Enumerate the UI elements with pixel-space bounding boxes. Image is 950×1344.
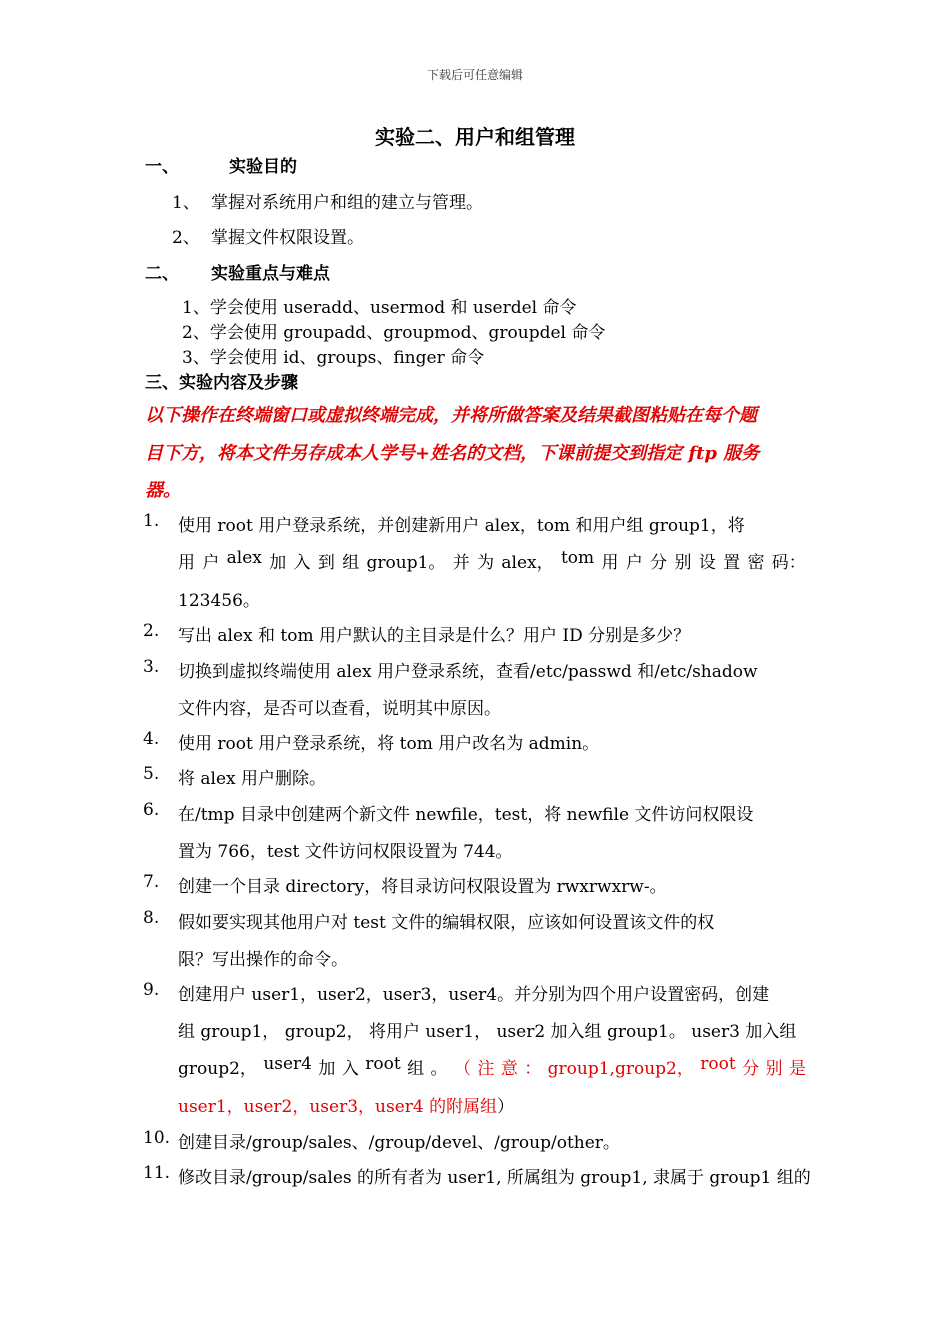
item-9-note-word: 注	[477, 1059, 495, 1079]
item-1-word: 为	[477, 553, 495, 573]
item-1-word: 别	[674, 553, 692, 573]
instruction-note-line-2: 目下方，将本文件另存成本人学号+姓名的文档，下课前提交到指定 ftp 服务	[145, 443, 760, 464]
item-5-number: 5.	[143, 764, 160, 784]
item-9-note-tail: user1，user2，user3，user4 的附属组	[178, 1097, 498, 1117]
item-1-word: 用	[601, 553, 619, 573]
item-7-number: 7.	[143, 872, 160, 892]
item-1-word: alex，	[501, 553, 554, 573]
item-6-line-2: 置为 766，test 文件访问权限设置为 744。	[178, 842, 513, 862]
item-9-number: 9.	[143, 980, 160, 1000]
item-9-word: 加	[318, 1059, 336, 1079]
item-1-word: group1。	[366, 553, 446, 573]
item-9-word: user4	[263, 1054, 312, 1074]
objective-2-number: 2、	[172, 228, 200, 248]
item-9-note-word: root	[700, 1054, 736, 1074]
item-1-line-3: 123456。	[178, 591, 260, 611]
item-2-number: 2.	[143, 621, 160, 641]
item-7-line-1: 创建一个目录 directory，将目录访问权限设置为 rwxrwxrw-。	[178, 877, 667, 897]
section-1-number: 一、	[145, 157, 179, 177]
item-1-number: 1.	[143, 511, 160, 531]
item-2-line-1: 写出 alex 和 tom 用户默认的主目录是什么？用户 ID 分别是多少？	[178, 626, 691, 646]
item-1-word: 入	[293, 553, 311, 573]
item-1-word: 到	[317, 553, 335, 573]
item-1-word: tom	[560, 548, 595, 568]
item-8-line-2: 限？写出操作的命令。	[178, 950, 348, 970]
item-9-word: 组	[407, 1059, 425, 1079]
item-8-number: 8.	[143, 908, 160, 928]
key-point-2: 2、学会使用 groupadd、groupmod、groupdel 命令	[182, 323, 606, 343]
item-8-line-1: 假如要实现其他用户对 test 文件的编辑权限，应该如何设置该文件的权	[178, 913, 715, 933]
item-1-word: 设	[698, 553, 716, 573]
item-1-word: alex	[226, 548, 262, 568]
item-9-note-word: 别	[765, 1059, 783, 1079]
section-2-title: 实验重点与难点	[211, 264, 330, 284]
item-9-word: 入	[341, 1059, 359, 1079]
section-2-number: 二、	[145, 264, 179, 284]
item-11-line-1: 修改目录/group/sales 的所有者为 user1, 所属组为 group1, 隶属于 group1 组的	[178, 1168, 811, 1188]
item-9-line-1: 创建用户 user1，user2，user3，user4。并分别为四个用户设置密码，创建	[178, 985, 770, 1005]
item-1-word: 并	[452, 553, 470, 573]
objective-1-number: 1、	[172, 193, 200, 213]
item-1-word: 置	[723, 553, 741, 573]
page-header: 下载后可任意编辑	[426, 68, 523, 82]
item-1-line-2	[178, 548, 806, 573]
objective-1-text: 掌握对系统用户和组的建立与管理。	[211, 193, 483, 213]
item-9-note-word: ：	[524, 1059, 542, 1079]
section-3-title: 三、实验内容及步骤	[145, 373, 298, 393]
instruction-note-line-3: 器。	[145, 480, 181, 501]
item-1-word: 户	[202, 553, 220, 573]
item-1-word: 户	[625, 553, 643, 573]
item-1-line-1: 使用 root 用户登录系统，并创建新用户 alex，tom 和用户组 group1，将	[178, 516, 745, 536]
item-3-line-2: 文件内容，是否可以查看，说明其中原因。	[178, 699, 501, 719]
item-9-note-word: 是	[788, 1059, 806, 1079]
item-9-line-3	[178, 1054, 806, 1079]
item-3-number: 3.	[143, 657, 160, 677]
item-1-word: 组	[342, 553, 360, 573]
section-1-title: 实验目的	[229, 157, 297, 177]
instruction-note-line-1: 以下操作在终端窗口或虚拟终端完成，并将所做答案及结果截图粘贴在每个题	[145, 405, 757, 426]
item-6-line-1: 在/tmp 目录中创建两个新文件 newfile，test，将 newfile 文件访问权限设	[178, 805, 754, 825]
item-11-number: 11.	[143, 1163, 171, 1183]
item-1-word: 密	[747, 553, 765, 573]
item-3-line-1: 切换到虚拟终端使用 alex 用户登录系统，查看/etc/passwd 和/etc/shadow	[178, 662, 758, 682]
objective-2-text: 掌握文件权限设置。	[211, 228, 364, 248]
item-1-word: 码：	[771, 553, 806, 573]
item-9-note-word: 意	[500, 1059, 518, 1079]
item-1-word: 加	[269, 553, 287, 573]
item-9-word: group2，	[178, 1059, 257, 1079]
item-10-number: 10.	[143, 1128, 171, 1148]
item-9-word: （	[453, 1059, 471, 1079]
item-4-number: 4.	[143, 729, 160, 749]
item-9-note-word: group1,group2，	[547, 1059, 694, 1079]
key-point-1: 1、学会使用 useradd、usermod 和 userdel 命令	[182, 298, 577, 318]
item-1-word: 分	[650, 553, 668, 573]
item-6-number: 6.	[143, 800, 160, 820]
item-9-word: 。	[430, 1059, 448, 1079]
document-title: 实验二、用户和组管理	[375, 125, 575, 149]
key-point-3: 3、学会使用 id、groups、finger 命令	[182, 348, 485, 368]
item-9-line-4	[178, 1092, 514, 1117]
item-9-line-2: 组 group1， group2， 将用户 user1， user2 加入组 group1。 user3 加入组	[178, 1022, 797, 1042]
item-5-line-1: 将 alex 用户删除。	[178, 769, 327, 789]
item-9-note-word: 分	[742, 1059, 760, 1079]
item-10-line-1: 创建目录/group/sales、/group/devel、/group/other。	[178, 1133, 620, 1153]
item-1-word: 用	[178, 553, 195, 573]
item-9-word: root	[365, 1054, 401, 1074]
item-9-closing-paren: ）	[497, 1097, 515, 1117]
item-4-line-1: 使用 root 用户登录系统，将 tom 用户改名为 admin。	[178, 734, 600, 754]
